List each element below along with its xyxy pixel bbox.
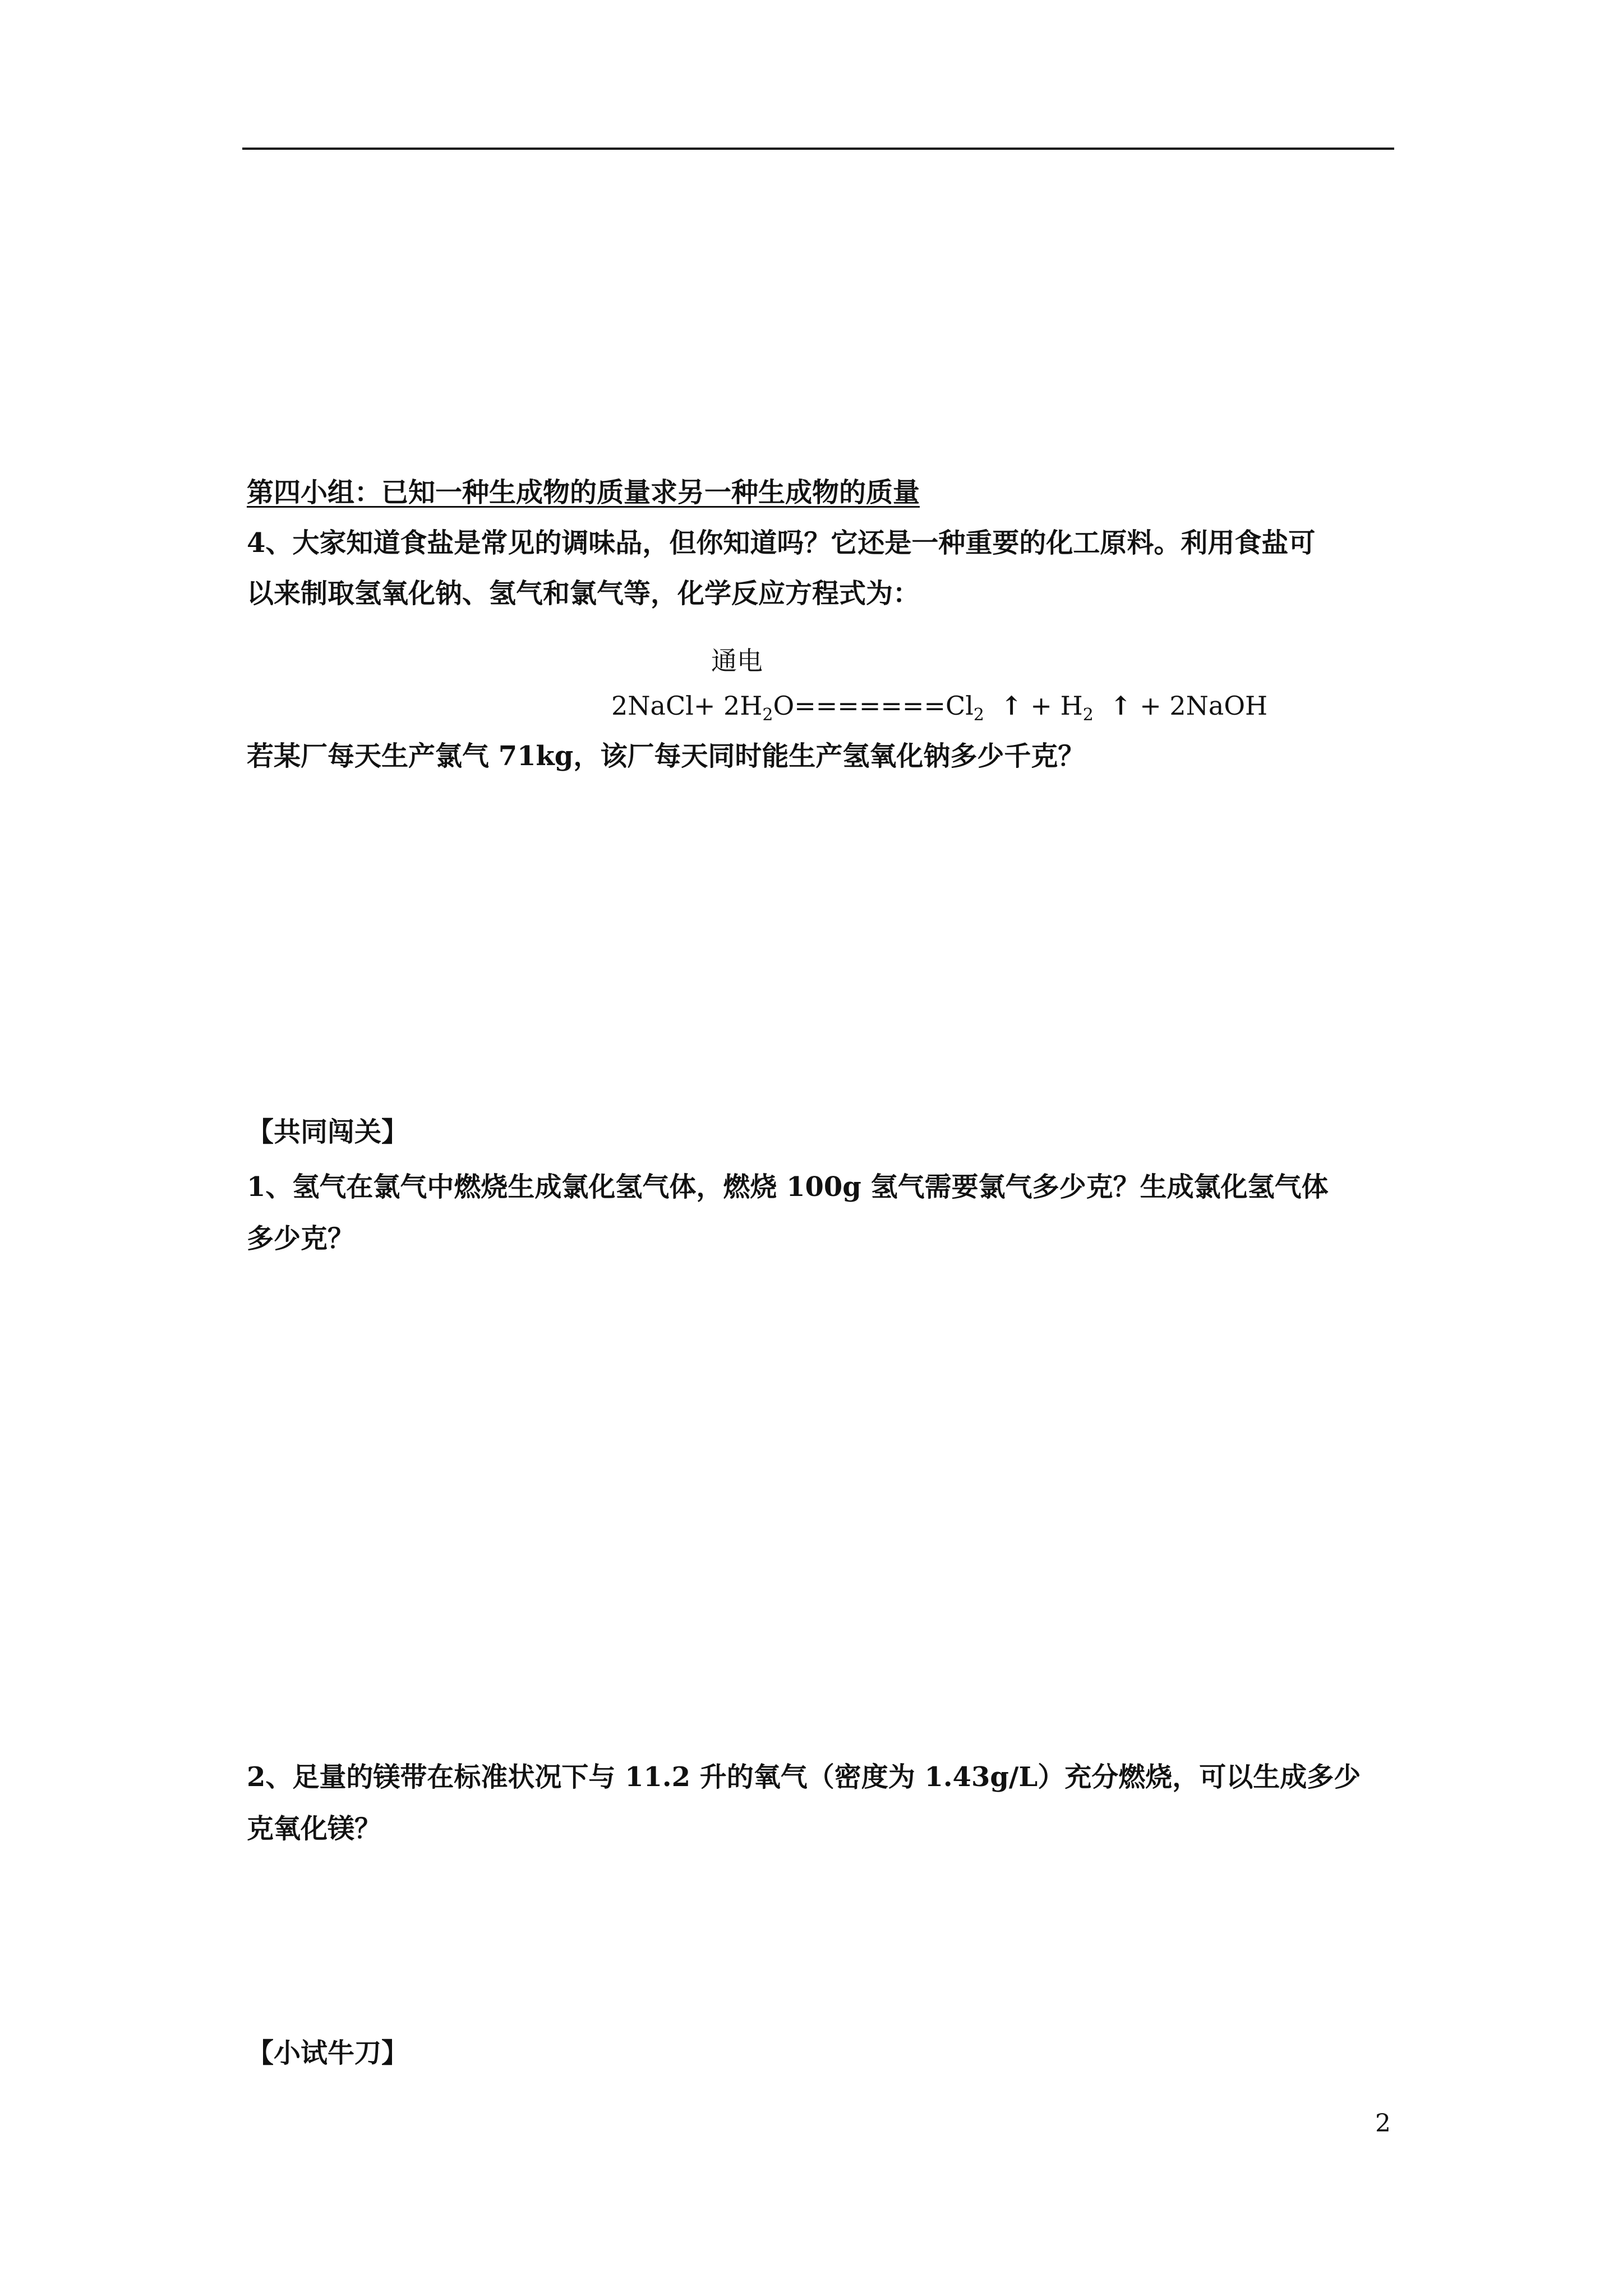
equation-h-subscript: 2 <box>1082 705 1094 725</box>
equation-end: + 2NaOH <box>1131 691 1268 721</box>
equation-water-subscript: 2 <box>762 705 773 725</box>
reaction-condition: 通电 <box>711 646 763 676</box>
together-q2-line2: 克氧化镁？ <box>247 1813 382 1844</box>
section4-heading: 第四小组：已知一种生成物的质量求另一种生成物的质量 <box>247 477 920 508</box>
equation-middle: O=======Cl <box>773 691 974 721</box>
gas-arrow-icon: ↑ <box>1110 691 1132 721</box>
chemical-equation <box>611 689 1267 732</box>
equation-plus-h: + H <box>1022 691 1083 721</box>
equation-left: 2NaCl+ 2H <box>611 691 763 721</box>
together-q2-line1: 2、足量的镁带在标准状况下与 11.2 升的氧气（密度为 1.43g/L）充分燃烧，可以生成多少 <box>247 1761 1361 1793</box>
section4-question: 若某厂每天生产氯气 71kg，该厂每天同时能生产氢氧化钠多少千克？ <box>247 740 1085 772</box>
together-heading: 【共同闯关】 <box>247 1116 409 1148</box>
together-q1-line2: 多少克？ <box>247 1223 355 1254</box>
section4-paragraph-line1: 4、大家知道食盐是常见的调味品，但你知道吗？它还是一种重要的化工原料。利用食盐可 <box>247 527 1316 559</box>
header-rule <box>242 148 1394 150</box>
gas-arrow-icon: ↑ <box>1000 691 1022 721</box>
together-q1-line1: 1、氢气在氯气中燃烧生成氯化氢气体，燃烧 100g 氢气需要氯气多少克？生成氯化氢气体 <box>247 1171 1329 1203</box>
trial-heading: 【小试牛刀】 <box>247 2037 409 2069</box>
page-number: 2 <box>1375 2109 1391 2138</box>
section4-paragraph-line2: 以来制取氢氧化钠、氢气和氯气等，化学反应方程式为： <box>247 578 920 609</box>
equation-cl-subscript: 2 <box>973 705 985 725</box>
